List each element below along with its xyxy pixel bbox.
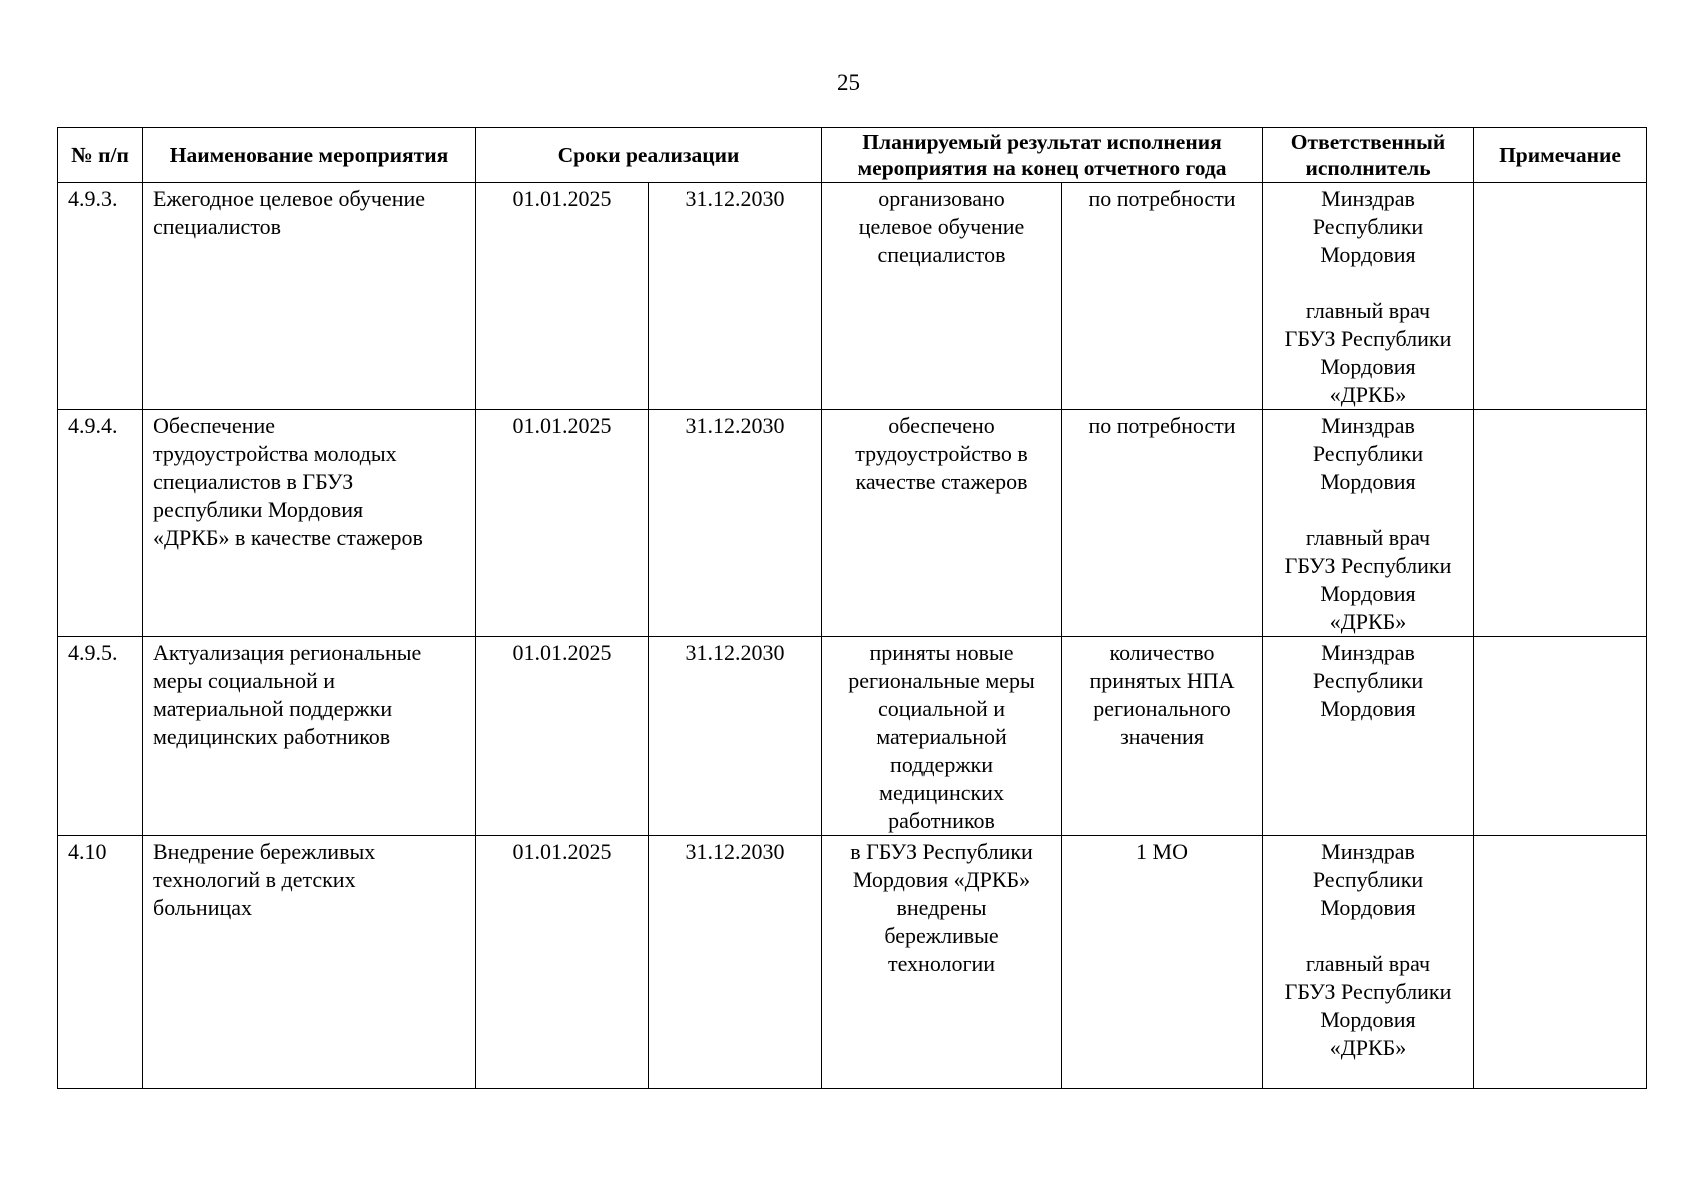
result-indicator: 1 МО xyxy=(1062,836,1263,1089)
start-date: 01.01.2025 xyxy=(476,836,649,1089)
row-number: 4.9.5. xyxy=(58,637,143,836)
planned-result: организовано целевое обучение специалистов xyxy=(822,183,1062,410)
end-date: 31.12.2030 xyxy=(649,183,822,410)
table-row xyxy=(58,836,1647,1089)
start-date: 01.01.2025 xyxy=(476,183,649,410)
end-date: 31.12.2030 xyxy=(649,637,822,836)
planned-result: обеспечено трудоустройство в качестве стажеров xyxy=(822,410,1062,637)
activity-name: Ежегодное целевое обучение специалистов xyxy=(143,183,476,410)
end-date: 31.12.2030 xyxy=(649,836,822,1089)
result-indicator: по потребности xyxy=(1062,410,1263,637)
end-date: 31.12.2030 xyxy=(649,410,822,637)
table-row xyxy=(58,637,1647,836)
note-cell xyxy=(1474,637,1647,836)
start-date: 01.01.2025 xyxy=(476,410,649,637)
header-result: Планируемый результат исполнения мероприятия на конец отчетного года xyxy=(822,128,1263,183)
result-indicator: количество принятых НПА регионального значения xyxy=(1062,637,1263,836)
header-note: Примечание xyxy=(1474,128,1647,183)
note-cell xyxy=(1474,410,1647,637)
activities-table xyxy=(57,127,1647,1089)
row-number: 4.9.3. xyxy=(58,183,143,410)
responsible-executor: Минздрав Республики Мордовия xyxy=(1263,637,1474,836)
note-cell xyxy=(1474,183,1647,410)
table-row xyxy=(58,183,1647,410)
start-date: 01.01.2025 xyxy=(476,637,649,836)
header-responsible: Ответственный исполнитель xyxy=(1263,128,1474,183)
note-cell xyxy=(1474,836,1647,1089)
header-dates: Сроки реализации xyxy=(476,128,822,183)
responsible-executor: Минздрав Республики Мордовия главный врач ГБУЗ Республики Мордовия «ДРКБ» xyxy=(1263,836,1474,1089)
header-name: Наименование мероприятия xyxy=(143,128,476,183)
planned-result: в ГБУЗ Республики Мордовия «ДРКБ» внедрены бережливые технологии xyxy=(822,836,1062,1089)
activity-name: Внедрение бережливых технологий в детских больницах xyxy=(143,836,476,1089)
row-number: 4.9.4. xyxy=(58,410,143,637)
responsible-executor: Минздрав Республики Мордовия главный врач ГБУЗ Республики Мордовия «ДРКБ» xyxy=(1263,410,1474,637)
table-row xyxy=(58,410,1647,637)
planned-result: приняты новые региональные меры социальной и материальной поддержки медицинских работников xyxy=(822,637,1062,836)
result-indicator: по потребности xyxy=(1062,183,1263,410)
row-number: 4.10 xyxy=(58,836,143,1089)
responsible-executor: Минздрав Республики Мордовия главный врач ГБУЗ Республики Мордовия «ДРКБ» xyxy=(1263,183,1474,410)
page-number: 25 xyxy=(837,70,860,95)
header-num: № п/п xyxy=(58,128,143,183)
activity-name: Актуализация региональные меры социальной и материальной поддержки медицинских работников xyxy=(143,637,476,836)
activity-name: Обеспечение трудоустройства молодых специалистов в ГБУЗ республики Мордовия «ДРКБ» в качестве стажеров xyxy=(143,410,476,637)
table-header-row xyxy=(58,128,1647,183)
